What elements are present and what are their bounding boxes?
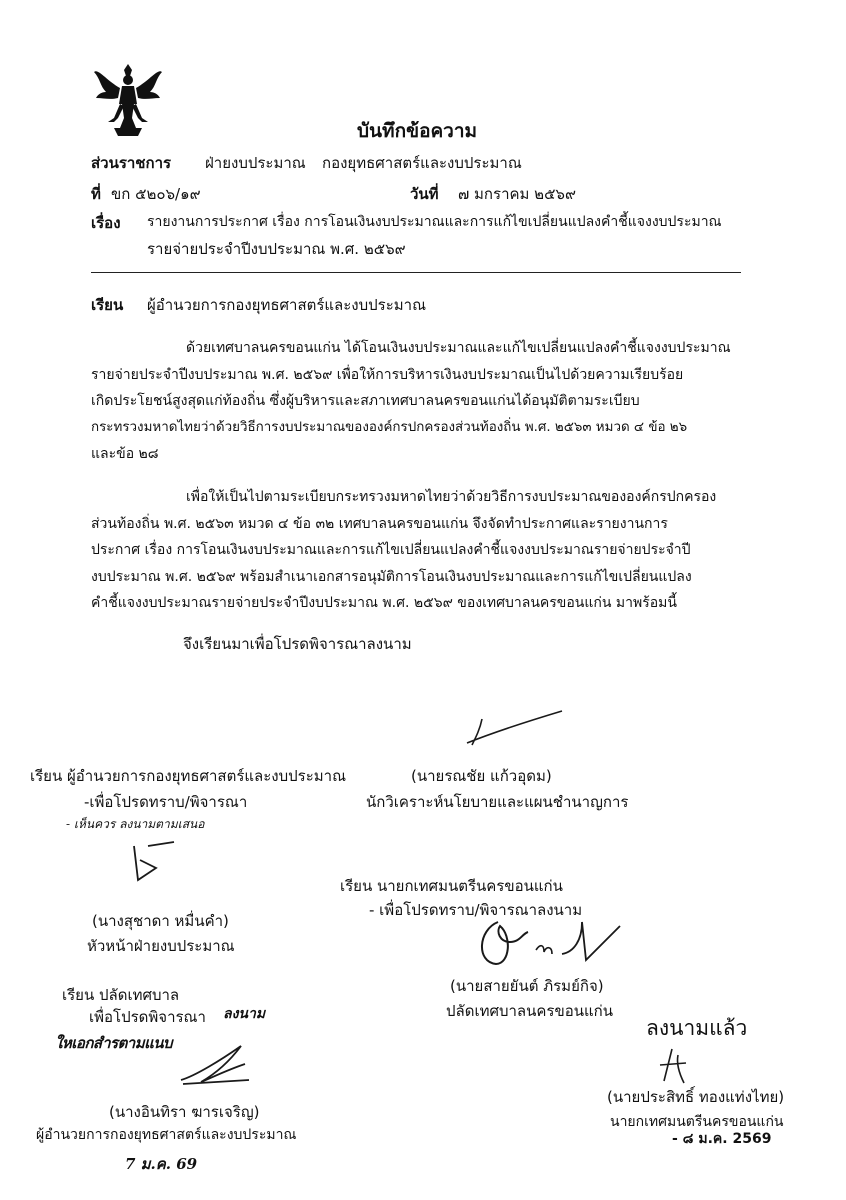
note2-name: (นายสายยันต์ ภิรมย์กิจ) [450,977,604,995]
note1-name: (นางสุชาดา หมื่นคำ) [92,912,229,930]
doc-number-value: ขก ๕๒๐๖/๑๙ [111,185,201,203]
agency-value-department: กองยุทธศาสตร์และงบประมาณ [322,154,522,172]
signature-main [462,705,572,750]
garuda-emblem-icon [92,58,164,142]
note3-name: (นางอินทิรา ฆารเจริญ) [109,1103,260,1121]
date-label: วันที่ [410,185,439,203]
note3-position: ผู้อำนวยการกองยุทธศาสตร์และงบประมาณ [36,1127,297,1143]
note3-purpose: เพื่อโปรดพิจารณา [89,1008,206,1026]
salutation-value: ผู้อำนวยการกองยุทธศาสตร์และงบประมาณ [147,296,427,314]
agency-value-division: ฝ่ายงบประมาณ [205,154,306,172]
signature-note3 [175,1040,255,1090]
salutation-label: เรียน [91,296,124,314]
note3-handwritten-a: ลงนาม [223,1006,266,1022]
note1-to: เรียน ผู้อำนวยการกองยุทธศาสตร์และงบประมาณ [30,767,347,785]
body-line: และข้อ ๒๘ [91,446,159,462]
body-line: กระทรวงมหาดไทยว่าด้วยวิธีการงบประมาณขององค์กรปกครองส่วนท้องถิ่น พ.ศ. ๒๕๖๓ หมวด ๔ ข้อ ๒๖ [91,419,688,435]
body-line: รายจ่ายประจำปีงบประมาณ พ.ศ. ๒๕๖๙ เพื่อให้การบริหารเงินงบประมาณเป็นไปด้วยความเรียบร้อย [91,366,684,383]
body-paragraph-2 [91,484,739,617]
mayor-position: นายกเทศมนตรีนครขอนแก่น [610,1114,784,1130]
signature-note2 [470,912,630,972]
body-line: งบประมาณ พ.ศ. ๒๕๖๙ พร้อมสำเนาเอกสารอนุมัติการโอนเงินงบประมาณและการแก้ไขเปลี่ยนแปลง [91,568,692,585]
note3-to: เรียน ปลัดเทศบาล [62,986,180,1004]
note2-position: ปลัดเทศบาลนครขอนแก่น [446,1002,613,1020]
body-paragraph-1 [91,335,739,468]
body-line: คำชี้แจงงบประมาณรายจ่ายประจำปีงบประมาณ พ.ศ. ๒๕๖๙ ของเทศบาลนครขอนแก่น มาพร้อมนี้ [91,595,677,611]
subject-label: เรื่อง [91,214,121,232]
subject-line-2: รายจ่ายประจำปีงบประมาณ พ.ศ. ๒๕๖๙ [147,240,406,258]
note1-handwritten: - เห็นควร ลงนามตามเสนอ [66,817,205,831]
signed-stamp: ลงนามแล้ว [646,1016,748,1040]
doc-number-label: ที่ [91,185,101,203]
signature-mayor [650,1045,700,1090]
note2-purpose: - เพื่อโปรดทราบ/พิจารณาลงนาม [369,901,583,919]
body-line: ส่วนท้องถิ่น พ.ศ. ๒๕๖๓ หมวด ๔ ข้อ ๓๒ เทศบาลนครขอนแก่น จึงจัดทำประกาศและรายงานการ [91,515,668,532]
body-line: เกิดประโยชน์สูงสุดแก่ท้องถิ่น ซึ่งผู้บริหารและสภาเทศบาลนครขอนแก่นได้อนุมัติตามระเบียบ [91,393,640,409]
note3-handwritten-b: ใหเอกสำรตามแนบ [55,1034,173,1052]
mayor-stamp-date: - ๘ ม.ค. 2569 [672,1131,772,1147]
note1-position: หัวหน้าฝ่ายงบประมาณ [87,937,235,955]
main-signer-name: (นายรณชัย แก้วอุดม) [411,767,552,785]
header-divider [91,272,741,273]
main-signer-position: นักวิเคราะห์นโยบายและแผนชำนาญการ [366,793,629,811]
note2-to: เรียน นายกเทศมนตรีนครขอนแก่น [340,877,563,895]
body-line: ประกาศ เรื่อง การโอนเงินงบประมาณและการแก้ไขเปลี่ยนแปลงคำชี้แจงงบประมาณรายจ่ายประจำปี [91,542,691,558]
agency-label: ส่วนราชการ [91,154,172,172]
body-line: ด้วยเทศบาลนครขอนแก่น ได้โอนเงินงบประมาณและแก้ไขเปลี่ยนแปลงคำชี้แจงงบประมาณ [186,340,731,356]
mayor-name: (นายประสิทธิ์ ทองแท่งไทย) [607,1088,785,1106]
closing-line: จึงเรียนมาเพื่อโปรดพิจารณาลงนาม [183,635,412,653]
note1-purpose: -เพื่อโปรดทราบ/พิจารณา [84,793,248,811]
date-value: ๗ มกราคม ๒๕๖๙ [458,185,576,203]
note3-handwritten-date: 7 ม.ค. 69 [125,1155,198,1173]
signature-note1 [128,840,178,890]
subject-line-1: รายงานการประกาศ เรื่อง การโอนเงินงบประมาณและการแก้ไขเปลี่ยนแปลงคำชี้แจงงบประมาณ [147,214,722,230]
body-line: เพื่อให้เป็นไปตามระเบียบกระทรวงมหาดไทยว่าด้วยวิธีการงบประมาณขององค์กรปกครอง [186,489,717,505]
memo-title: บันทึกข้อความ [357,120,478,142]
